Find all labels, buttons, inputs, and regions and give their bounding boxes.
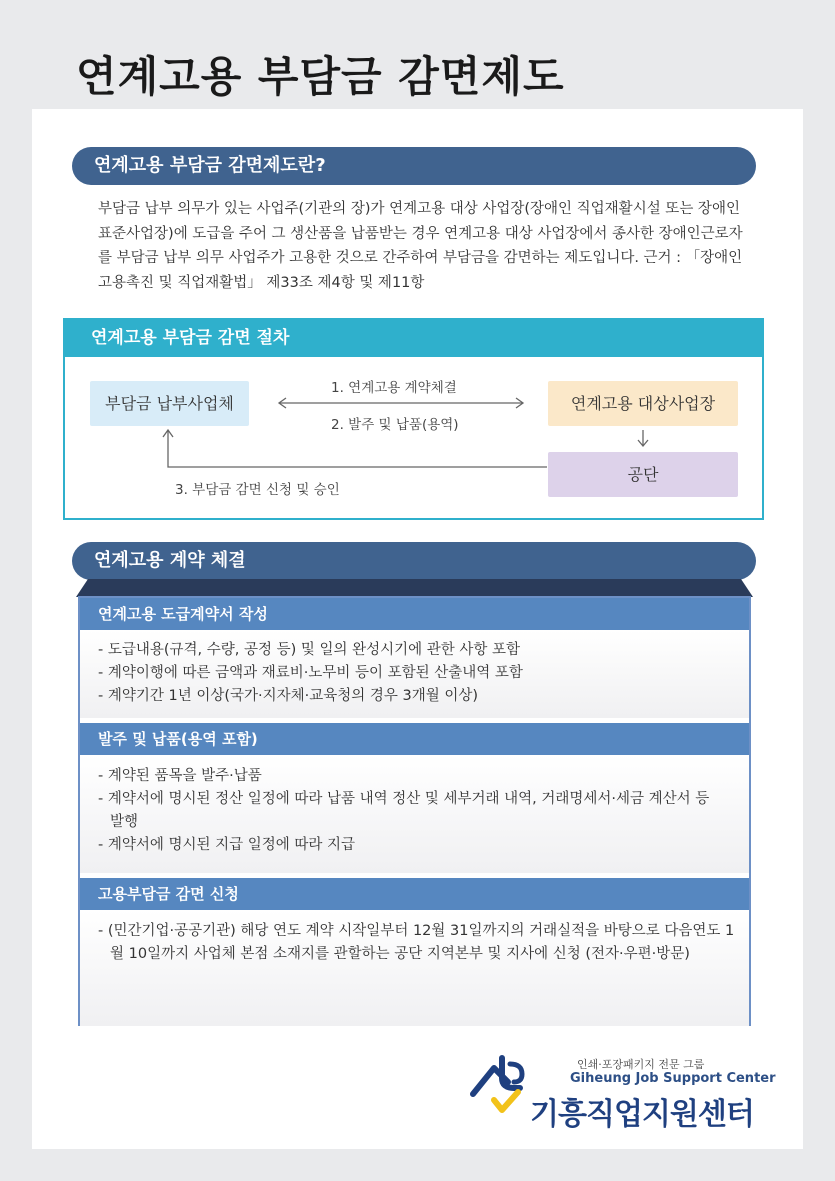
list-item: - 계약서에 명시된 지급 일정에 따라 지급 bbox=[98, 837, 355, 853]
intro-heading: 연계고용 부담금 감면제도란? bbox=[72, 147, 756, 185]
step3-label: 3. 부담금 감면 신청 및 승인 bbox=[175, 482, 340, 498]
step2-label: 2. 발주 및 납품(용역) bbox=[331, 417, 459, 433]
node-payer: 부담금 납부사업체 bbox=[90, 381, 249, 426]
list-item: - (민간기업·공공기관) 해당 연도 계약 시작일부터 12월 31일까지의 거래실적을 바탕으로 다음연도 1월 10일까지 사업체 본점 소재지를 관할하는 공단 지역본부 및 지사에 신청 (전자·우편·방문) bbox=[98, 923, 735, 962]
section2-title: 발주 및 납품(용역 포함) bbox=[80, 723, 749, 755]
step1-label: 1. 연계고용 계약체결 bbox=[331, 380, 457, 396]
section2-list bbox=[98, 765, 713, 857]
section1-list bbox=[98, 639, 738, 708]
contract-box bbox=[78, 596, 751, 1026]
list-item: - 계약이행에 따른 금액과 재료비·노무비 등이 포함된 산출내역 포함 bbox=[98, 665, 523, 681]
intro-text: 부담금 납부 의무가 있는 사업주(기관의 장)가 연계고용 대상 사업장(장애인 직업재활시설 또는 장애인표준사업장)에 도급을 주어 그 생산품을 납품받는 경우 연계고용 대상 사업장에서 종사한 장애인근로자를 부담금 납부 의무 사업주가 고용한 것으로 간주하여 부담금을 감면하는 제도입니다. 근거 : 「장애인고용촉진 및 직업재활법」 제33조 제4항 및 제11항 bbox=[98, 201, 743, 291]
section3-title: 고용부담금 감면 신청 bbox=[80, 878, 749, 910]
section1-title: 연계고용 도급계약서 작성 bbox=[80, 598, 749, 630]
node-target: 연계고용 대상사업장 bbox=[548, 381, 738, 426]
return-arrow-line bbox=[168, 430, 547, 467]
logo-english: Giheung Job Support Center bbox=[570, 1071, 776, 1086]
section3-list bbox=[98, 920, 738, 966]
contract-heading: 연계고용 계약 체결 bbox=[72, 542, 756, 580]
header-trapezoid bbox=[76, 579, 753, 597]
procedure-heading: 연계고용 부담금 감면 절차 bbox=[65, 320, 762, 357]
logo-icon bbox=[468, 1052, 538, 1122]
list-item: - 계약서에 명시된 정산 일정에 따라 납품 내역 정산 및 세부거래 내역, 거래명세서·세금 계산서 등 발행 bbox=[98, 791, 710, 830]
list-item: - 계약기간 1년 이상(국가·지자체·교육청의 경우 3개월 이상) bbox=[98, 688, 479, 704]
logo-tagline: 인쇄·포장패키지 전문 그룹 bbox=[577, 1058, 705, 1071]
node-agency: 공단 bbox=[548, 452, 738, 497]
page-title: 연계고용 부담금 감면제도 bbox=[76, 52, 565, 101]
logo-korean: 기흥직업지원센터 bbox=[530, 1097, 754, 1132]
list-item: - 계약된 품목을 발주·납품 bbox=[98, 768, 262, 784]
list-item: - 도급내용(규격, 수량, 공정 등) 및 일의 완성시기에 관한 사항 포함 bbox=[98, 642, 521, 658]
